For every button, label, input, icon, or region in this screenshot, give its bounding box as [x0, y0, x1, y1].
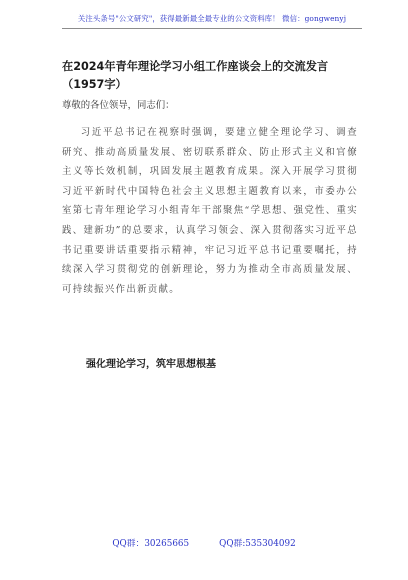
body-paragraph: 习近平总书记在视察时强调，要建立健全理论学习、调查研究、推动高质量发展、密切联系群众、防止形式主义和官僚主义等长效机制，巩固发展主题教育成果。深入开展学习贯彻习近平新时代中国特色社会主义思想主题教育以来，市委办公室第七青年理论学习小组青年干部聚焦“学思想、强党性、重实践、建新功”的总要求，认真学习领会、深入贯彻落实习近平总书记重要讲话重要指示精神，牢记习近平总书记重要嘱托，持续深入学习贯彻党的创新理论，努力为推动全市高质量发展、可持续振兴作出新贡献。: [62, 127, 358, 295]
footer-contacts: [0, 536, 408, 549]
document-title: [62, 58, 362, 94]
title-text: 在2024年青年理论学习小组工作座谈会上的交流发言: [62, 60, 329, 73]
salutation: 尊敬的各位领导，同志们：: [62, 100, 175, 111]
header-banner: 关注头条号"公文研究"，获得最新最全最专业的公文资料库！ 微信：gongwenyj: [77, 14, 347, 23]
qq-group-1: QQ群：30265665: [112, 539, 190, 549]
word-count: （1957字）: [62, 78, 127, 91]
section-heading: 强化理论学习，筑牢思想根基: [86, 359, 216, 370]
qq-group-2: QQ群:535304092: [219, 539, 296, 549]
header-divider: [62, 28, 362, 29]
